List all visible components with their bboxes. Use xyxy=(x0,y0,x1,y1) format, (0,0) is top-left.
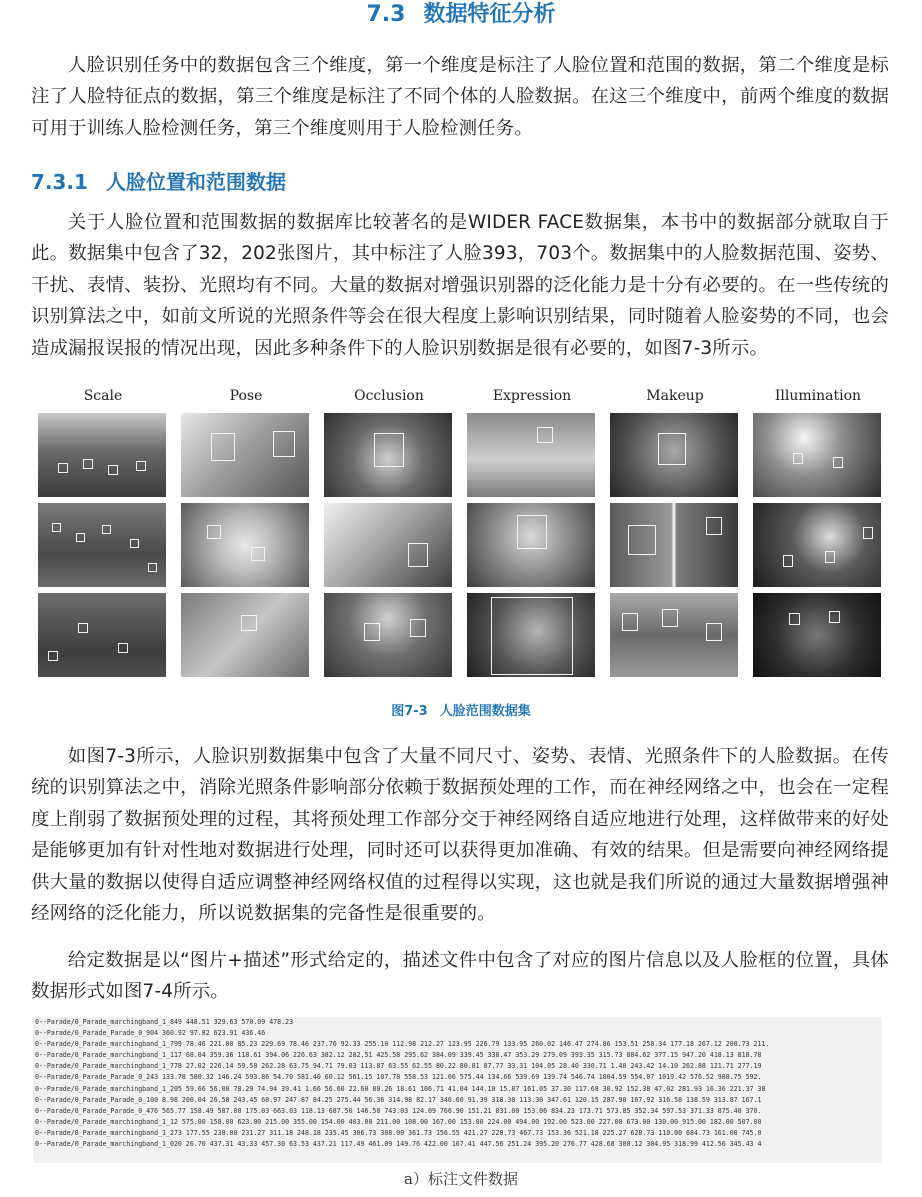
column-label-illumination: Illumination xyxy=(774,388,862,404)
sample-image-pose-1 xyxy=(181,413,309,497)
sample-image-pose-3 xyxy=(181,593,309,677)
annotation-line: 0--Parade/0_Parade_marchingband_1_778 27.02 226.14 59.58 262.28 63.75 94.71 79.03 113.87 63.55 62.55 80.22 80.81 87.77 33.31 104.05 28.40 330.71 1.40 243.42 14.10 262.88 121.71 277.19 xyxy=(35,1062,762,1071)
sample-image-makeup-2 xyxy=(610,503,738,587)
sample-image-scale-3 xyxy=(38,593,166,677)
sample-image-occlusion-1 xyxy=(324,413,452,497)
sample-image-occlusion-2 xyxy=(324,503,452,587)
annotation-line: 0--Parade/0_Parade_marchingband_1_849 448.51 329.63 570.09 478.23 xyxy=(35,1018,294,1026)
sample-image-pose-2 xyxy=(181,503,309,587)
sample-image-scale-2 xyxy=(38,503,166,587)
paragraph-wider-face: 关于人脸位置和范围数据的数据库比较著名的是WIDER FACE数据集，本书中的数据部分就取自于此。数据集中包含了32，202张图片，其中标注了人脸393，703个。数据集中的人脸数据范围、姿势、干扰、表情、装扮、光照均有不同。大量的数据对增强识别器的泛化能力是十分有必要的。在一些传统的识别算法之中，如前文所说的光照条件等会在很大程度上影响识别结果，同时随着人脸姿势的不同，也会造成漏报误报的情况出现，因此多种条件下的人脸识别数据是很有必要的，如图7-3所示。 xyxy=(31,212,889,359)
column-label-occlusion: Occlusion xyxy=(354,388,424,404)
figure-7-4-sub-caption: a）标注文件数据 xyxy=(404,1170,518,1188)
sample-image-makeup-3 xyxy=(610,593,738,677)
column-label-expression: Expression xyxy=(492,388,572,404)
sample-image-illumination-2 xyxy=(753,503,881,587)
sample-image-occlusion-3 xyxy=(324,593,452,677)
column-label-pose: Pose xyxy=(229,388,263,404)
figure-number: 图7-3 xyxy=(391,704,428,719)
column-label-makeup: Makeup xyxy=(646,388,704,404)
annotation-line: 0--Parade/0_Parade_marchingband_1_273 177.55 238.00 231.27 311.18 248.18 235.45 306.73 308.00 361.73 156.55 421.27 220.73 467.73 153.36 521.18 225.27 628.73 110.00 684.73 161.00 745.0 xyxy=(35,1128,762,1137)
sample-image-illumination-1 xyxy=(753,413,881,497)
section-title: 数据特征分析 xyxy=(423,2,556,27)
sample-image-expression-3 xyxy=(467,593,595,677)
annotation-line: 0--Parade/0_Parade_Parade_0_476 565.77 158.49 587.00 175.03 663.03 118.13 687.50 146.58 743.03 124.09 766.90 151.21 831.00 153.06 834.23 173.71 573.85 352.34 597.53 371.33 875.40 370. xyxy=(35,1106,762,1115)
paragraph-data-format: 给定数据是以“图片+描述”形式给定的，描述文件中包含了对应的图片信息以及人脸框的位置，具体数据形式如图7-4所示。 xyxy=(31,950,889,1003)
annotation-line: 0--Parade/0_Parade_marchingband_1_799 78.46 221.00 85.23 229.69 78.46 237.76 92.33 255.10 112.98 212.27 123.95 226.79 133.95 260.02 146.47 274.86 153.51 250.34 177.18 267.12 200.73 211. xyxy=(35,1040,770,1049)
annotation-line: 0--Parade/0_Parade_marchingband_1_020 26.70 437.31 43.33 457.30 63.53 437.21 117.49 461.09 149.76 422.00 167.41 447.56 251.24 395.20 276.77 428.68 300.12 304.95 318.99 412.56 345.43 4 xyxy=(35,1140,762,1149)
subsection-title: 人脸位置和范围数据 xyxy=(105,170,286,194)
annotation-line: 0--Parade/0_Parade_marchingband_1_117 68.04 359.36 118.61 394.06 226.63 382.12 282.51 425.58 295.62 384.09 339.45 338.47 353.29 279.09 393.35 315.73 884.62 377.15 947.20 418.13 818.78 xyxy=(35,1051,762,1060)
figure-7-3 xyxy=(38,386,886,682)
intro-paragraph: 人脸识别任务中的数据包含三个维度，第一个维度是标注了人脸位置和范围的数据，第二个维度是标注了人脸特征点的数据，第三个维度是标注了不同个体的人脸数据。在这三个维度中，前两个维度的数据可用于训练人脸检测任务，第三个维度则用于人脸检测任务。 xyxy=(31,55,889,139)
sample-image-makeup-1 xyxy=(610,413,738,497)
annotation-line: 0--Parade/0_Parade_marchingband_1_12 575.00 158.00 623.00 215.00 355.00 154.00 403.00 211.00 108.00 167.00 153.00 224.00 494.00 192.00 523.00 227.00 673.00 130.00 915.00 182.00 507.00 xyxy=(35,1117,762,1126)
annotation-line: 0--Parade/0_Parade_Parade_0_904 360.92 97.82 623.91 436.46 xyxy=(35,1029,266,1038)
figure-7-3-caption xyxy=(0,700,922,719)
sample-image-illumination-3 xyxy=(753,593,881,677)
sample-image-scale-1 xyxy=(38,413,166,497)
section-heading xyxy=(0,0,922,30)
annotation-line: 0--Parade/0_Parade_Parade_0_243 133.78 580.32 146.24 593.86 54.70 581.40 60.12 561.15 107.78 558.53 121.06 575.44 134.66 539.69 139.74 546.74 1004.59 554.07 1019.42 576.52 988.75 592. xyxy=(35,1073,762,1082)
subsection-number: 7.3.1 xyxy=(31,170,88,194)
sample-image-expression-2 xyxy=(467,503,595,587)
sample-image-expression-1 xyxy=(467,413,595,497)
section-number: 7.3 xyxy=(366,2,406,27)
column-label-scale: Scale xyxy=(83,388,123,404)
subsection-heading xyxy=(31,168,286,196)
annotation-file-image xyxy=(33,1017,882,1163)
annotation-line: 0--Parade/0_Parade_marchingband_1_205 59.66 56.00 78.29 74.94 39.41 1.66 56.60 22.60 80.26 18.61 106.71 41.04 144.10 15.87 161.05 37.30 117.68 30.92 152.38 47.02 281.93 16.36 221.37 38 xyxy=(35,1084,766,1093)
annotation-line: 0--Parade/0_Parade_Parade_0_100 8.98 200.04 26.58 243.45 60.97 247.87 84.25 275.44 56.36 314.98 82.17 346.60 91.39 318.30 113.30 347.61 120.15 287.90 167.92 316.58 138.59 313.87 167.1 xyxy=(35,1095,762,1104)
figure-title: 人脸范围数据集 xyxy=(439,704,531,719)
paragraph-dataset-importance: 如图7-3所示，人脸识别数据集中包含了大量不同尺寸、姿势、表情、光照条件下的人脸数据。在传统的识别算法之中，消除光照条件影响部分依赖于数据预处理的工作，而在神经网络之中，也会在一定程度上削弱了数据预处理的过程，其将预处理工作部分交于神经网络自适应地进行处理，这样做带来的好处是能够更加有针对性地对数据进行处理，同时还可以获得更加准确、有效的结果。但是需要向神经网络提供大量的数据以使得自适应调整神经网络权值的过程得以实现，这也就是我们所说的通过大量数据增强神经网络的泛化能力，所以说数据集的完备性是很重要的。 xyxy=(31,746,889,925)
